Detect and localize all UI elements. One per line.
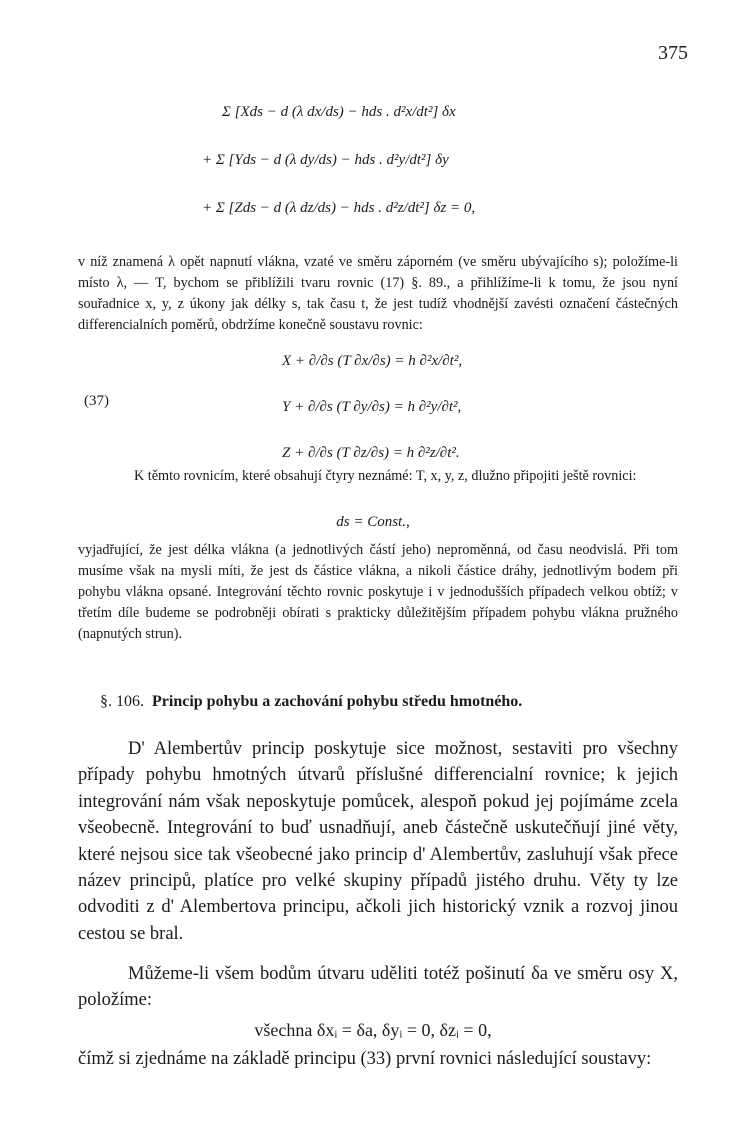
paragraph-integration: vyjadřující, že jest délka vlákna (a jednotlivých částí jeho) neproměnná, od času neodvislá. Při tom musíme však na mysli míti, že jest ds částice vlákna, a nikoli částice dráhy, jednotlivým bodem při pohybu vlákna opsané. Integrování těchto rovnic poskytuje i v jednodušších případech velkou obtíž; v třetím díle budeme se podrobněji obírati s prakticky důležitějším případem pohybu vlákna pružného (napnutých strun). — [78, 542, 678, 642]
equation-37-x: X + ∂/∂s (T ∂x/∂s) = h ∂²x/∂t², — [282, 353, 463, 369]
paragraph-tension: v níž znamená λ opět napnutí vlákna, vzaté ve směru záporném (ve směru ubývajícího s); položíme-li místo λ, — T, bychom se přiblížili tvaru rovnic (17) §. 89., a přihlížíme-li k tomu, že jsou nyní souřadnice x, y, z úkony jak délky s, tak času t, že jest tudíž vhodnější zavésti označení částečných differencialních poměrů, obdržíme konečně soustavu rovnic: — [78, 254, 678, 333]
section-heading — [100, 693, 522, 711]
section-number: §. 106. — [100, 693, 144, 710]
paragraph-principle-33: čímž si zjednáme na základě principu (33) první rovnici následující soustavy: — [78, 1049, 652, 1069]
equation-block-top — [202, 88, 476, 232]
equation-line-x: Σ [Xds − d (λ dx/ds) − hds . d²x/dt²] δx — [222, 104, 456, 120]
equation-line-z: + Σ [Zds − d (λ dz/ds) − hds . d²z/dt²] δz = 0, — [202, 200, 476, 216]
page-number: 375 — [658, 42, 688, 64]
displacement-equation: všechna δxᵢ = δa, δyᵢ = 0, δzᵢ = 0, — [254, 1020, 492, 1040]
equation-line-y: + Σ [Yds − d (λ dy/ds) − hds . d²y/dt²] δy — [202, 152, 449, 168]
const-equation: ds = Const., — [336, 514, 410, 530]
paragraph-displacement: Můžeme-li všem bodům útvaru uděliti totéž pošinutí δa ve směru osy X, položíme: — [78, 964, 678, 1011]
paragraph-unknowns: K těmto rovnicím, které obsahují čtyry neznámé: T, x, y, z, dlužno připojiti ještě rovnici: — [134, 468, 637, 484]
paragraph-alembert: D' Alembertův princip poskytuje sice možnost, sestaviti pro všechny případy pohybu hmotných útvarů příslušné differencialní rovnice; k jejich integrování nám však neposkytuje pomůcek, alespoň pokud jej pojímáme zcela všeobecně. Integrování to buď usnadňují, aneb částečně uskutečňují jiné věty, které nejsou sice tak všeobecné jako princip d' Alembertův, zasluhují však přece název principů, platíce pro velké skupiny případů jistého druhu. Věty ty lze odvoditi z d' Alembertova principu, ačkoli jich historický vznik a rozvoj jinou cestou se bral. — [78, 739, 678, 944]
equation-37-z: Z + ∂/∂s (T ∂z/∂s) = h ∂²z/∂t². — [282, 445, 460, 461]
equation-37 — [282, 338, 462, 476]
equation-37-y: Y + ∂/∂s (T ∂y/∂s) = h ∂²y/∂t², — [282, 399, 462, 415]
section-title: Princip pohybu a zachování pohybu středu hmotného. — [152, 693, 523, 710]
equation-number: (37) — [84, 393, 109, 409]
